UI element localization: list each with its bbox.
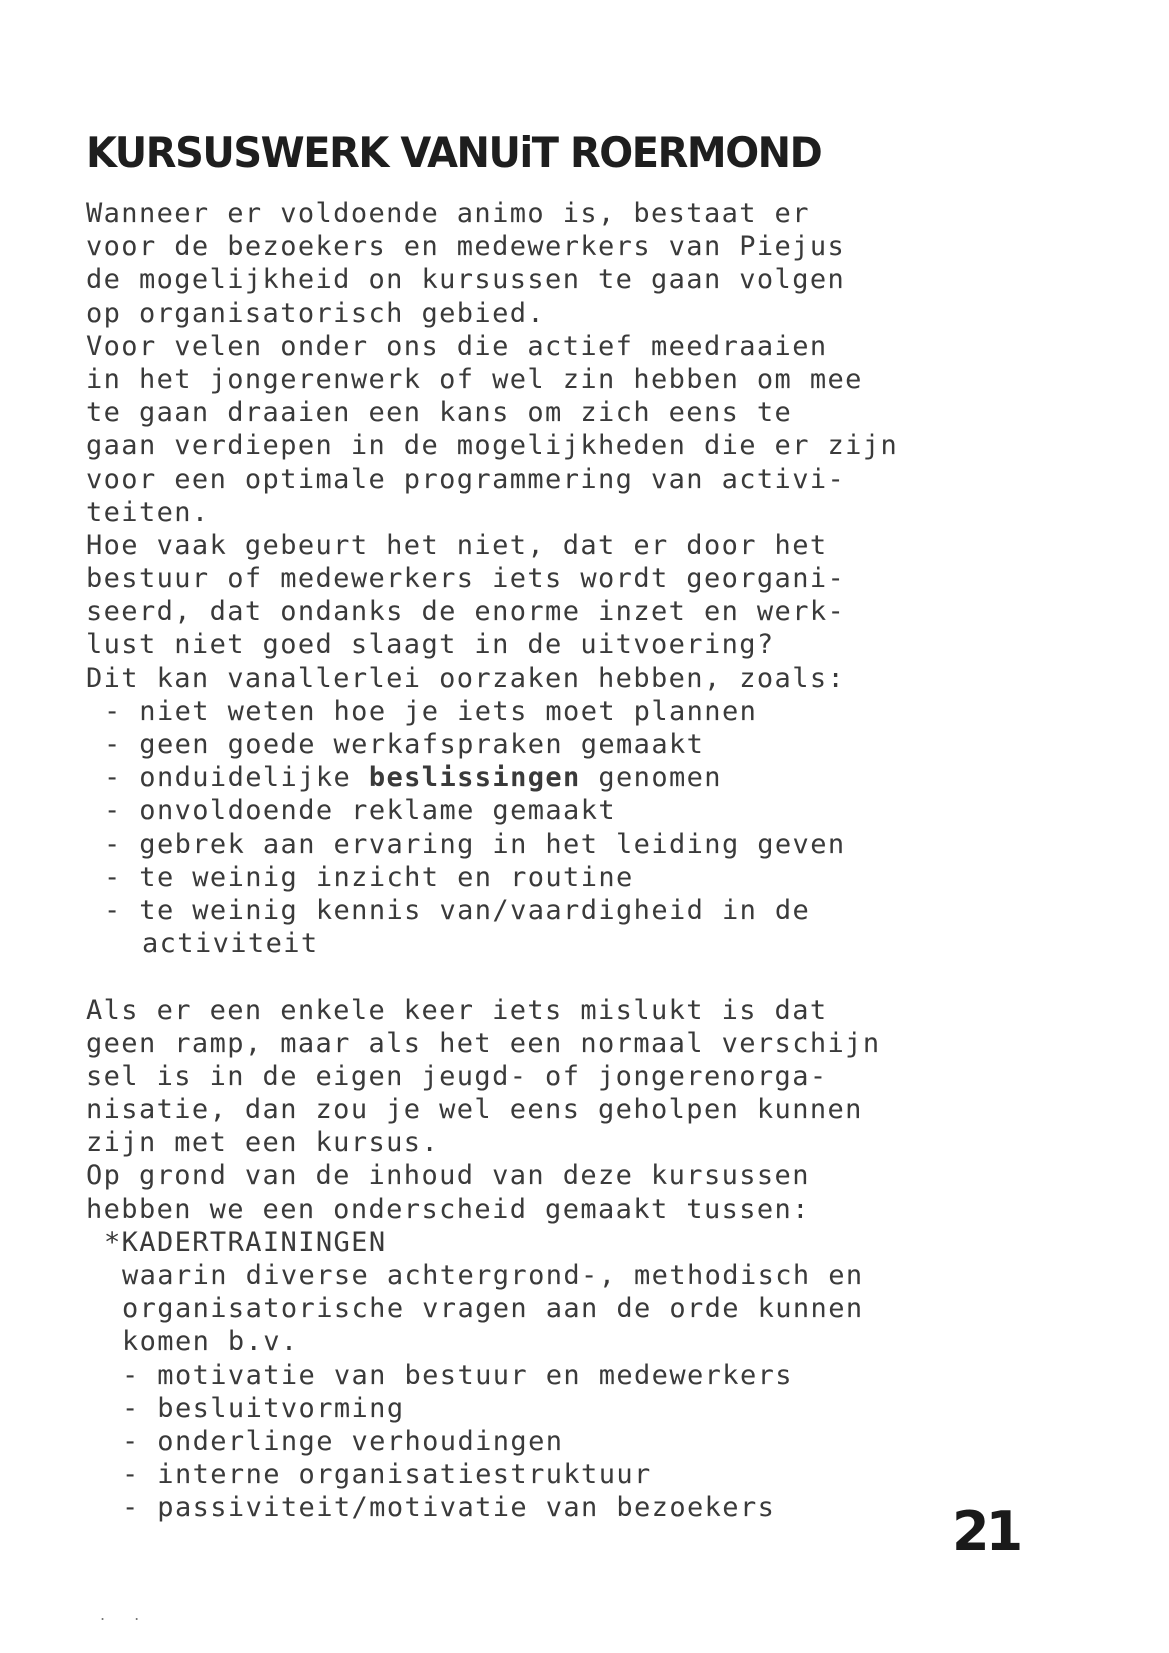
footer-marks: . . bbox=[100, 1605, 152, 1624]
topic-item: - motivatie van bestuur en medewerkers bbox=[122, 1359, 793, 1391]
paragraph4-line: geen ramp, maar als het een normaal verschijn bbox=[86, 1027, 881, 1059]
paragraph5-line: hebben we een onderscheid gemaakt tussen: bbox=[86, 1193, 810, 1225]
paragraph2-line: Voor velen onder ons die actief meedraaien bbox=[86, 330, 828, 362]
topic-item: - besluitvorming bbox=[122, 1392, 405, 1424]
topic-item: - passiviteit/motivatie van bezoekers bbox=[122, 1492, 776, 1524]
topic-item: - onderlinge verhoudingen bbox=[122, 1425, 564, 1457]
paragraph3-line: bestuur of medewerkers iets wordt georgani- bbox=[86, 563, 846, 595]
cause-item: - te weinig kennis van/vaardigheid in de bbox=[104, 894, 811, 926]
paragraph4-line: nisatie, dan zou je wel eens geholpen kunnen bbox=[86, 1094, 863, 1126]
paragraph1-line: op organisatorisch gebied. bbox=[86, 297, 546, 329]
paragraph2-line: voor een optimale programmering van activi- bbox=[86, 463, 846, 495]
paragraph1-line: Wanneer er voldoende animo is, bestaat er bbox=[86, 198, 810, 229]
section-text-line: waarin diverse achtergrond-, methodisch en bbox=[122, 1260, 864, 1291]
paragraph2-line: gaan verdiepen in de mogelijkheden die er zijn bbox=[86, 430, 899, 462]
paragraph3-line: Hoe vaak gebeurt het niet, dat er door het bbox=[86, 529, 828, 561]
cause-item bbox=[86, 761, 1086, 794]
cause-item: - geen goede werkafspraken gemaakt bbox=[104, 729, 705, 760]
paragraph5-line: Op grond van de inhoud van deze kursussen bbox=[86, 1160, 810, 1192]
section-text-line: organisatorische vragen aan de orde kunnen bbox=[122, 1293, 864, 1325]
section-heading: *KADERTRAININGEN bbox=[104, 1226, 387, 1258]
paragraph4-line: zijn met een kursus. bbox=[86, 1127, 440, 1159]
paragraph2-line: in het jongerenwerk of wel zin hebben om mee bbox=[86, 363, 863, 395]
cause-item-bold: beslissingen bbox=[368, 762, 581, 794]
paragraph2-line: teiten. bbox=[86, 496, 210, 528]
cause-item: - onvoldoende reklame gemaakt bbox=[104, 795, 617, 827]
paragraph1-line: de mogelijkheid on kursussen te gaan volgen bbox=[86, 264, 846, 296]
paragraph3-line: seerd, dat ondanks de enorme inzet en werk- bbox=[86, 596, 846, 628]
paragraph3-line: lust niet goed slaagt in de uitvoering? bbox=[86, 629, 775, 661]
body-text bbox=[86, 197, 1086, 1525]
cause-item: - niet weten hoe je iets moet plannen bbox=[104, 695, 758, 727]
cause-item-prefix: - onduidelijke bbox=[104, 762, 369, 794]
cause-item: - gebrek aan ervaring in het leiding geven bbox=[104, 828, 846, 860]
cause-item-continuation: activiteit bbox=[142, 928, 319, 960]
blank-line bbox=[86, 960, 1086, 993]
paragraph4-line: Als er een enkele keer iets mislukt is dat bbox=[86, 994, 828, 1026]
paragraph2-line: te gaan draaien een kans om zich eens te bbox=[86, 397, 793, 429]
paragraph1-line: voor de bezoekers en medewerkers van Piejus bbox=[86, 231, 846, 263]
page-number: 21 bbox=[952, 1500, 1020, 1563]
cause-item-suffix: genomen bbox=[580, 762, 722, 794]
paragraph4-line: sel is in de eigen jeugd- of jongerenorga- bbox=[86, 1060, 828, 1092]
cause-item: - te weinig inzicht en routine bbox=[104, 861, 634, 893]
topic-item: - interne organisatiestruktuur bbox=[122, 1459, 652, 1491]
causes-intro: Dit kan vanallerlei oorzaken hebben, zoals: bbox=[86, 662, 846, 694]
section-text-line: komen b.v. bbox=[122, 1326, 299, 1358]
page-title: KURSUSWERK VANUiT ROERMOND bbox=[86, 128, 822, 177]
